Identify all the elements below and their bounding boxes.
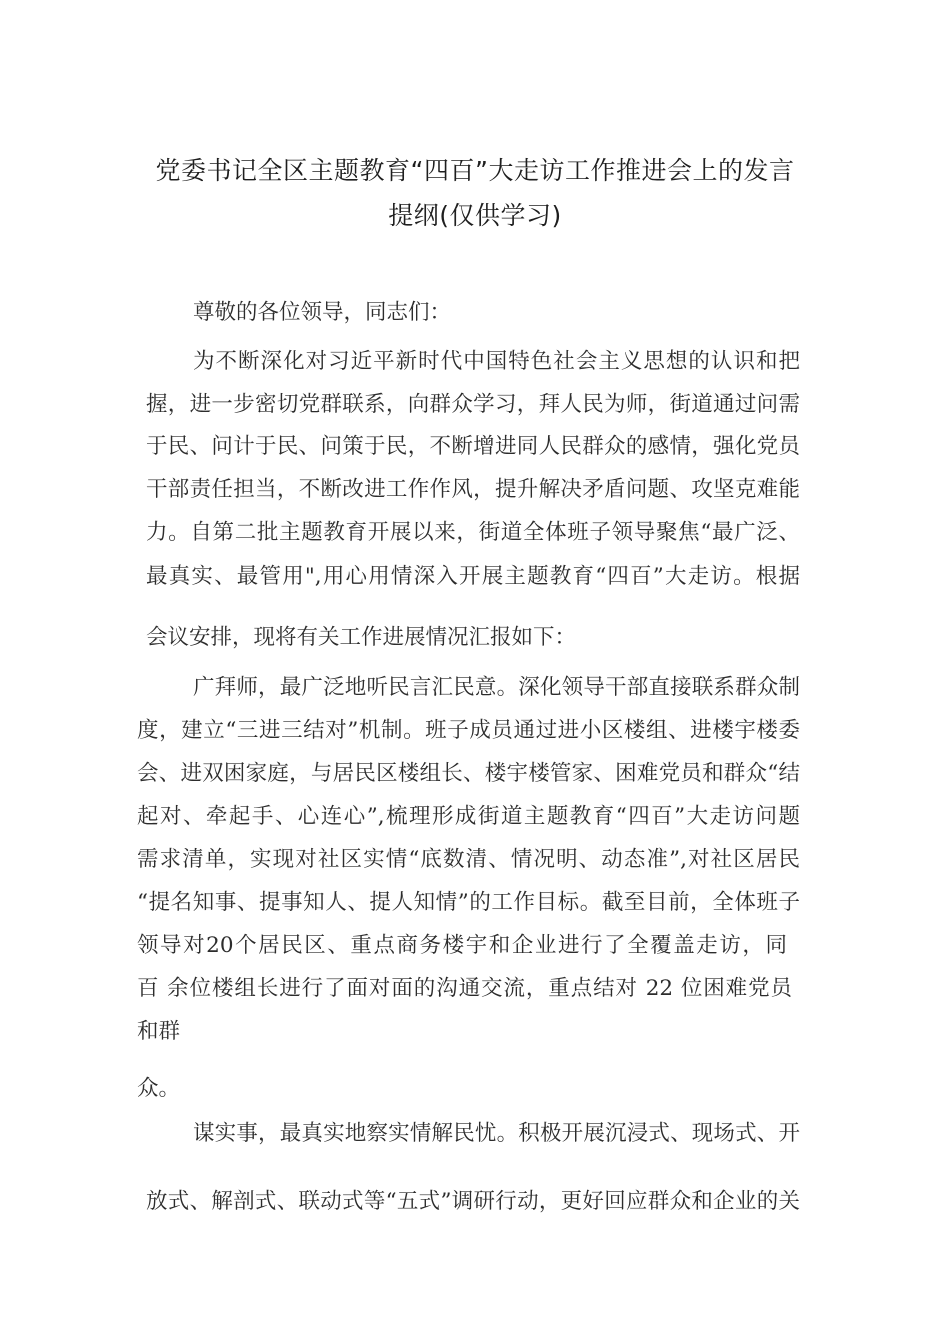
- document-title-line-1: 党委书记全区主题教育“四百”大走访工作推进会上的发言: [155, 156, 795, 185]
- paragraph-line: 谋实事，最真实地察实情解民忧。积极开展沉浸式、现场式、开: [193, 1121, 800, 1146]
- paragraph-line: 力。自第二批主题教育开展以来，街道全体班子领导聚焦“最广泛、: [146, 520, 800, 545]
- paragraph-line: 于民、问计于民、问策于民，不断增进同人民群众的感情，强化党员: [146, 434, 800, 459]
- document-title-line-2: 提纲(仅供学习): [388, 201, 562, 230]
- paragraph-line: 握，进一步密切党群联系，向群众学习，拜人民为师，街道通过问需: [146, 392, 800, 417]
- paragraph-line: 最真实、最管用",用心用情深入开展主题教育“四百”大走访。根据: [146, 564, 800, 589]
- paragraph-line: 放式、解剖式、联动式等“五式”调研行动，更好回应群众和企业的关: [146, 1189, 800, 1214]
- paragraph-line: 起对、牵起手、心连心”,梳理形成街道主题教育“四百”大走访问题: [137, 804, 800, 829]
- paragraph-line: 众。: [137, 1076, 181, 1101]
- salutation: 尊敬的各位领导，同志们：: [193, 300, 452, 325]
- paragraph-line: 和群: [137, 1019, 181, 1044]
- paragraph-line: 需求清单，实现对社区实情“底数清、情况明、动态准”,对社区居民: [137, 847, 800, 872]
- paragraph-line: 领导对20个居民区、重点商务楼宇和企业进行了全覆盖走访，同: [137, 933, 787, 958]
- paragraph-line: 百 余位楼组长进行了面对面的沟通交流，重点结对 22 位困难党员: [137, 976, 792, 1001]
- paragraph-line: “提名知事、提事知人、提人知情”的工作目标。截至目前，全体班子: [137, 890, 800, 915]
- paragraph-line: 会议安排，现将有关工作进展情况汇报如下：: [146, 625, 577, 650]
- paragraph-line: 广拜师，最广泛地听民言汇民意。深化领导干部直接联系群众制: [193, 675, 800, 700]
- paragraph-line: 度，建立“三进三结对”机制。班子成员通过进小区楼组、进楼宇楼委: [137, 718, 800, 743]
- paragraph-line: 干部责任担当，不断改进工作作风，提升解决矛盾问题、攻坚克难能: [146, 477, 800, 502]
- paragraph-line: 会、进双困家庭，与居民区楼组长、楼宇楼管家、困难党员和群众“结: [137, 761, 800, 786]
- paragraph-line: 为不断深化对习近平新时代中国特色社会主义思想的认识和把: [193, 349, 800, 374]
